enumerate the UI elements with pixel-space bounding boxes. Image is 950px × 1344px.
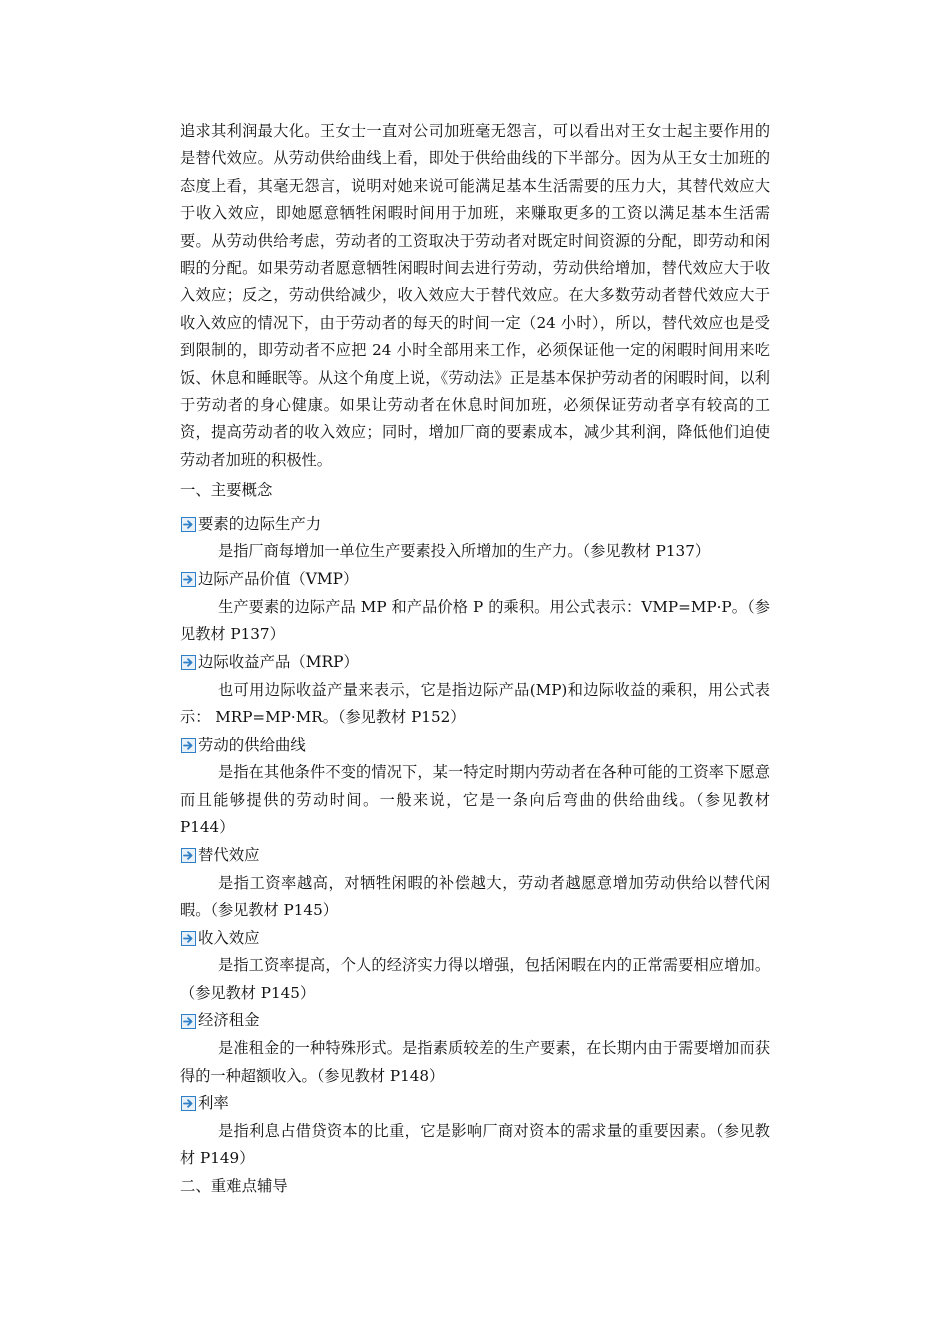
term-title: 利率 xyxy=(198,1094,229,1113)
term-title: 边际收益产品（MRP） xyxy=(198,652,359,671)
arrow-right-icon xyxy=(181,848,196,863)
term-heading xyxy=(181,566,770,594)
arrow-right-icon xyxy=(181,1014,196,1029)
term-definition: 生产要素的边际产品 MP 和产品价格 P 的乘积。用公式表示：VMP=MP·P。（参见教材 P137） xyxy=(180,597,770,644)
arrow-right-icon xyxy=(181,738,196,753)
arrow-right-icon xyxy=(181,1096,196,1111)
term-definition: 也可用边际收益产量来表示，它是指边际产品(MP)和边际收益的乘积，用公式表示： MRP=MP·MR。（参见教材 P152） xyxy=(180,680,770,726)
term-definition: 是指在其他条件不变的情况下，某一特定时期内劳动者在各种可能的工资率下愿意而且能够提供的劳动时间。一般来说，它是一条向后弯曲的供给曲线。（参见教材 P144） xyxy=(180,763,770,837)
intro-paragraph: 追求其利润最大化。王女士一直对公司加班毫无怨言，可以看出对王女士起主要作用的是替代效应。从劳动供给曲线上看，即处于供给曲线的下半部分。因为从王女士加班的态度上看，其毫无怨言，说明对她来说可能满足基本生活需要的压力大，其替代效应大于收入效应，即她愿意牺牲闲暇时间用于加班，来赚取更多的工资以满足基本生活需要。从劳动供给考虑，劳动者的工资取决于劳动者对既定时间资源的分配，即劳动和闲暇的分配。如果劳动者愿意牺牲闲暇时间去进行劳动，劳动供给增加，替代效应大于收入效应；反之，劳动供给减少，收入效应大于替代效应。在大多数劳动者替代效应大于收入效应的情况下，由于劳动者的每天的时间一定（24 小时），所以，替代效应也是受到限制的，即劳动者不应把 24 小时全部用来工作，必须保证他一定的闲暇时间用来吃饭、休息和睡眠等。从这个角度上说，《劳动法》正是基本保护劳动者的闲暇时间，以利于劳动者的身心健康。如果让劳动者在休息时间加班，必须保证劳动者享有较高的工资，提高劳动者的收入效应；同时，增加厂商的要素成本，减少其利润，降低他们迫使劳动者加班的积极性。 xyxy=(180,122,770,469)
term-title: 经济租金 xyxy=(198,1011,260,1030)
term-definition: 是指工资率提高，个人的经济实力得以增强，包括闲暇在内的正常需要相应增加。（参见教材 P145） xyxy=(180,956,770,1002)
term-definition: 是指工资率越高，对牺牲闲暇的补偿越大，劳动者越愿意增加劳动供给以替代闲暇。（参见教材 P145） xyxy=(180,873,770,919)
term-heading xyxy=(181,924,770,952)
term-heading xyxy=(181,1090,770,1118)
document-body xyxy=(180,118,770,1201)
term-heading xyxy=(181,510,770,538)
term-definition: 是指利息占借贷资本的比重，它是影响厂商对资本的需求量的重要因素。（参见教材 P149） xyxy=(180,1121,770,1168)
arrow-right-icon xyxy=(181,931,196,946)
arrow-right-icon xyxy=(181,572,196,587)
term-title: 边际产品价值（VMP） xyxy=(198,569,359,588)
term-list xyxy=(180,510,770,1173)
term-definition: 是指厂商每增加一单位生产要素投入所增加的生产力。（参见教材 P137） xyxy=(218,542,711,561)
term-title: 要素的边际生产力 xyxy=(198,514,322,533)
term-title: 替代效应 xyxy=(198,845,260,864)
arrow-right-icon xyxy=(181,655,196,670)
term-heading xyxy=(181,731,770,759)
section-heading-guidance: 二、重难点辅导 xyxy=(180,1176,288,1195)
term-title: 收入效应 xyxy=(198,928,260,947)
term-heading xyxy=(181,649,770,677)
section-heading-concepts: 一、主要概念 xyxy=(180,481,273,500)
term-heading xyxy=(181,842,770,870)
term-heading xyxy=(181,1007,770,1035)
term-title: 劳动的供给曲线 xyxy=(198,735,306,754)
arrow-right-icon xyxy=(181,517,196,532)
term-definition: 是准租金的一种特殊形式。是指素质较差的生产要素，在长期内由于需要增加而获得的一种超额收入。（参见教材 P148） xyxy=(180,1039,770,1085)
